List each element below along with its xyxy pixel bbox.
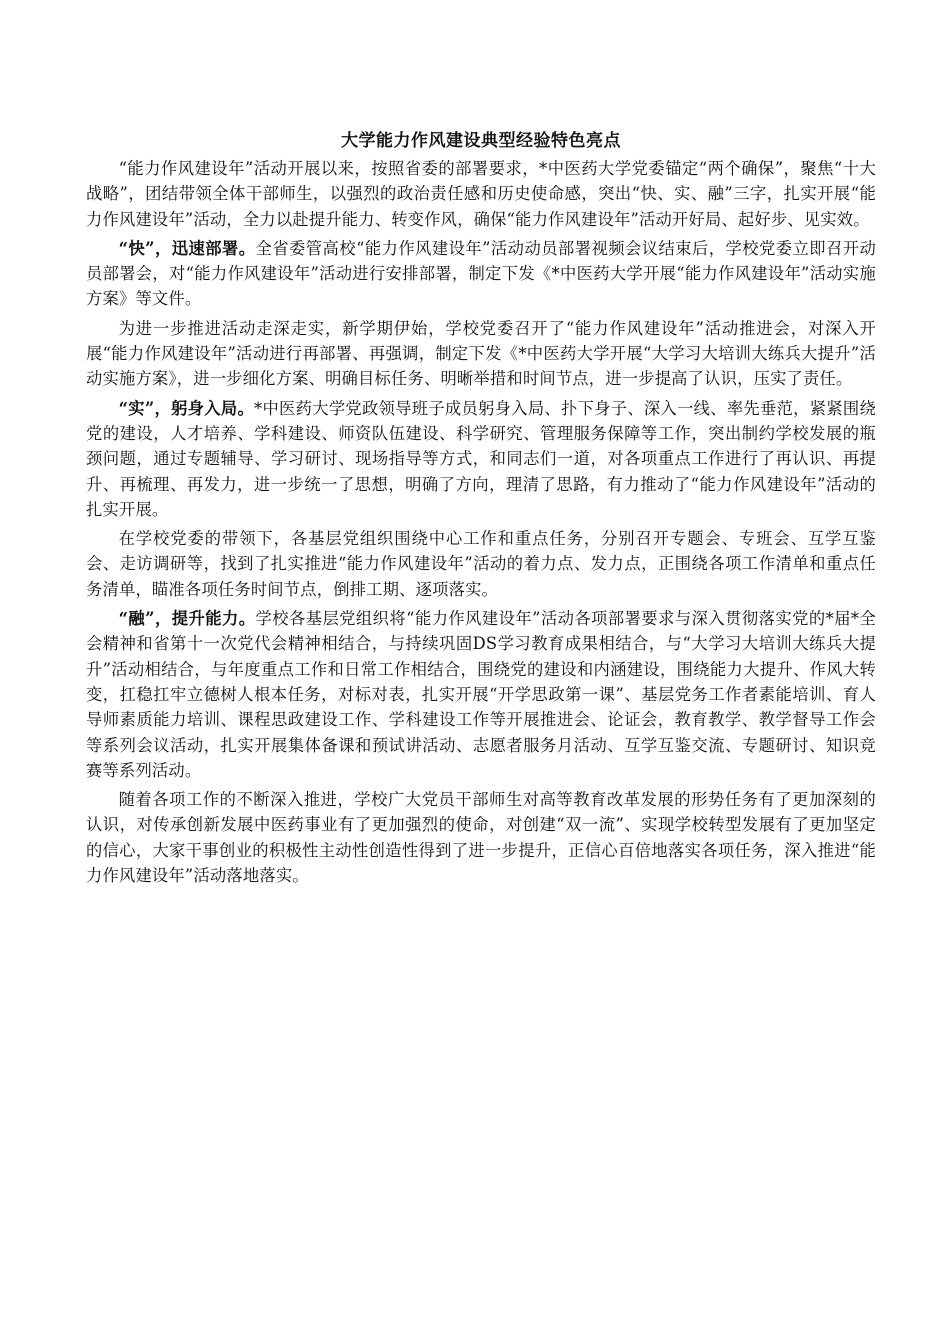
paragraph-text: 学校各基层党组织将“能力作风建设年”活动各项部署要求与深入贯彻落实党的*届*全会精神和省第十一次党代会精神相结合，与持续巩固DS学习教育成果相结合，与“大学习大培训大练兵大提升”活动相结合，与年度重点工作和日常工作相结合，围绕党的建设和内涵建设，围绕能力大提升、作风大转变，扛稳扛牢立德树人根本任务，对标对表，扎实开展“开学思政第一课”、基层党务工作者素能培训、育人导师素质能力培训、课程思政建设工作、学科建设工作等开展推进会、论证会，教育教学、教学督导工作会等系列会议活动，扎实开展集体备课和预试讲活动、志愿者服务月活动、互学互鉴交流、专题研讨、知识竞赛等系列活动。 — [86, 609, 877, 780]
paragraph-text: *中医药大学党政领导班子成员躬身入局、扑下身子、深入一线、率先垂范，紧紧围绕党的建设，人才培养、学科建设、师资队伍建设、科学研究、管理服务保障等工作，突出制约学校发展的瓶颈问题，通过专题辅导、学习研讨、现场指导等方式，和同志们一道，对各项重点工作进行了再认识、再提升、再梳理、再发力，进一步统一了思想，明确了方向，理清了思路，有力推动了“能力作风建设年”活动的扎实开展。 — [86, 398, 877, 519]
paragraph-lead: “快”，迅速部署。 — [118, 238, 256, 258]
paragraph-solid — [86, 396, 876, 522]
paragraph-fast — [86, 236, 876, 312]
document-title: 大学能力作风建设典型经验特色亮点 — [341, 131, 621, 151]
paragraph-conclusion — [86, 787, 876, 888]
paragraph-integrate — [86, 606, 876, 783]
paragraph-lead: “融”，提升能力。 — [118, 609, 256, 629]
paragraph-text: “能力作风建设年”活动开展以来，按照省委的部署要求，*中医药大学党委锚定“两个确保”，聚焦“十大战略”，团结带领全体干部师生，以强烈的政治责任感和历史使命感，突出“快、实、融”三字，扎实开展“能力作风建设年”活动，全力以赴提升能力、转变作风，确保“能力作风建设年”活动开好局、起好步、见实效。 — [86, 159, 876, 229]
paragraph-text: 随着各项工作的不断深入推进，学校广大党员干部师生对高等教育改革发展的形势任务有了更加深刻的认识，对传承创新发展中医药事业有了更加强烈的使命，对创建“双一流”、实现学校转型发展有了更加坚定的信心，大家干事创业的积极性主动性创造性得到了进一步提升，正信心百倍地落实各项任务，深入推进“能力作风建设年”活动落地落实。 — [86, 790, 876, 886]
document-page — [86, 128, 876, 892]
paragraph-intro — [86, 156, 876, 232]
paragraph-text: 为进一步推进活动走深走实，新学期伊始，学校党委召开了“能力作风建设年”活动推进会，对深入开展“能力作风建设年”活动进行再部署、再强调，制定下发《*中医药大学开展“大学习大培训大练兵大提升”活动实施方案》，进一步细化方案、明确目标任务、明晰举措和时间节点，进一步提高了认识，压实了责任。 — [86, 318, 876, 389]
paragraph-lead: “实”，躬身入局。 — [118, 398, 255, 418]
paragraph-grassroots — [86, 526, 876, 602]
paragraph-text: 在学校党委的带领下，各基层党组织围绕中心工作和重点任务，分别召开专题会、专班会、互学互鉴会、走访调研等，找到了扎实推进“能力作风建设年”活动的着力点、发力点，正围绕各项工作清单和重点任务清单，瞄准各项任务时间节点，倒排工期、逐项落实。 — [86, 529, 876, 599]
paragraph-text: 全省委管高校“能力作风建设年”活动动员部署视频会议结束后，学校党委立即召开动员部署会，对“能力作风建设年”活动进行安排部署，制定下发《*中医药大学开展“能力作风建设年”活动实施方案》等文件。 — [86, 238, 876, 309]
paragraph-progress — [86, 316, 876, 392]
